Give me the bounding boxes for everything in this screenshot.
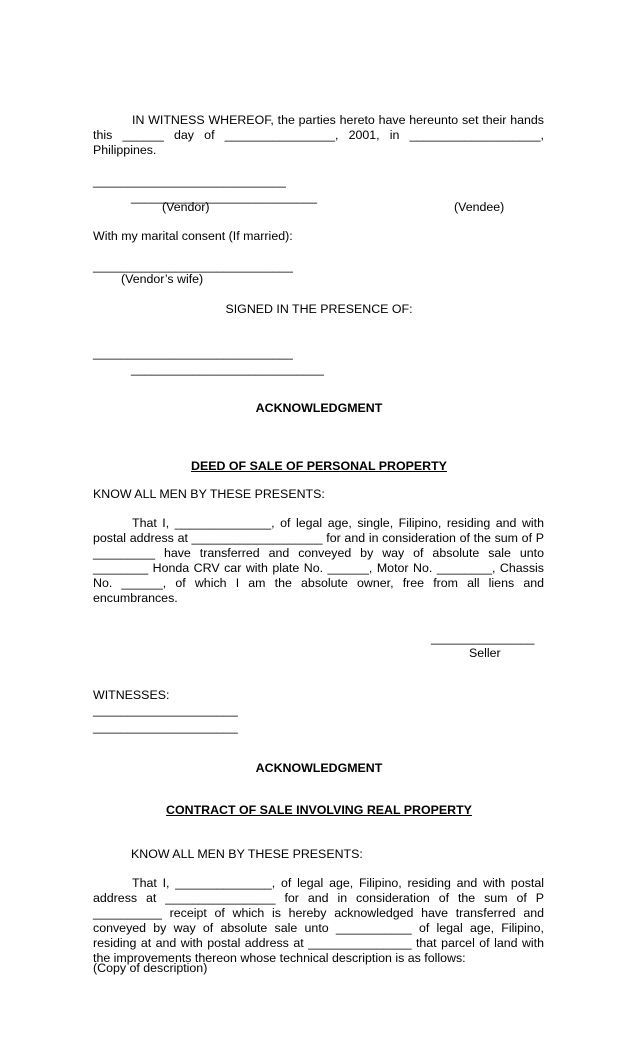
wife-signature-line: _____________________________ xyxy=(93,259,293,273)
presence-signature-line-1: _____________________________ xyxy=(93,346,293,360)
witness-paragraph: IN WITNESS WHEREOF, the parties hereto have hereunto set their hands this ______ day of ________________, 2001, in ___________________, Philippines. xyxy=(93,113,544,157)
deed-personal-body: That I, ______________, of legal age, single, Filipino, residing and with postal address at ___________________ for and in consideration of the sum of P _________ have transferred and conveyed by way of absolute sale unto ________ Honda CRV car with plate No. ______, Motor No. ________, Chassis No. ______, of which I am the absolute owner, free from all liens and encumbrances. xyxy=(93,516,544,605)
vendee-label: (Vendee) xyxy=(454,200,505,214)
acknowledgment-heading-2: ACKNOWLEDGMENT xyxy=(255,761,383,775)
marital-consent-text: With my marital consent (If married): xyxy=(93,229,293,243)
vendor-label: (Vendor) xyxy=(162,200,210,214)
signed-presence-heading: SIGNED IN THE PRESENCE OF: xyxy=(225,302,413,316)
witness-line-2: _____________________ xyxy=(93,720,238,734)
acknowledgment-heading-1: ACKNOWLEDGMENT xyxy=(255,401,383,415)
contract-real-title: CONTRACT OF SALE INVOLVING REAL PROPERTY xyxy=(166,803,472,817)
witnesses-label: WITNESSES: xyxy=(93,688,170,702)
contract-real-intro: KNOW ALL MEN BY THESE PRESENTS: xyxy=(131,847,363,861)
vendor-signature-line: ____________________________ xyxy=(93,174,286,188)
presence-signature-line-2: ____________________________ xyxy=(131,362,324,376)
deed-personal-title: DEED OF SALE OF PERSONAL PROPERTY xyxy=(191,459,447,473)
contract-real-body: That I, ______________, of legal age, Filipino, residing and with postal address at ________________ for and in consideration of the sum of P __________ receipt of which is hereby acknowledged have transferred and conveyed by way of absolute sale unto ___________ of legal age, Filipino, residing at and with postal address at _______________ that parcel of land with the improvements thereon whose technical description is as follows: xyxy=(93,876,544,965)
seller-label: Seller xyxy=(469,646,501,660)
vendee-signature-line: ___________________________ xyxy=(131,190,318,204)
copy-of-description-note: (Copy of description) xyxy=(93,961,208,975)
wife-label: (Vendor’s wife) xyxy=(121,272,204,286)
witness-line-1: _____________________ xyxy=(93,703,238,717)
deed-personal-intro: KNOW ALL MEN BY THESE PRESENTS: xyxy=(93,487,325,501)
seller-signature-line: _______________ xyxy=(431,631,535,645)
